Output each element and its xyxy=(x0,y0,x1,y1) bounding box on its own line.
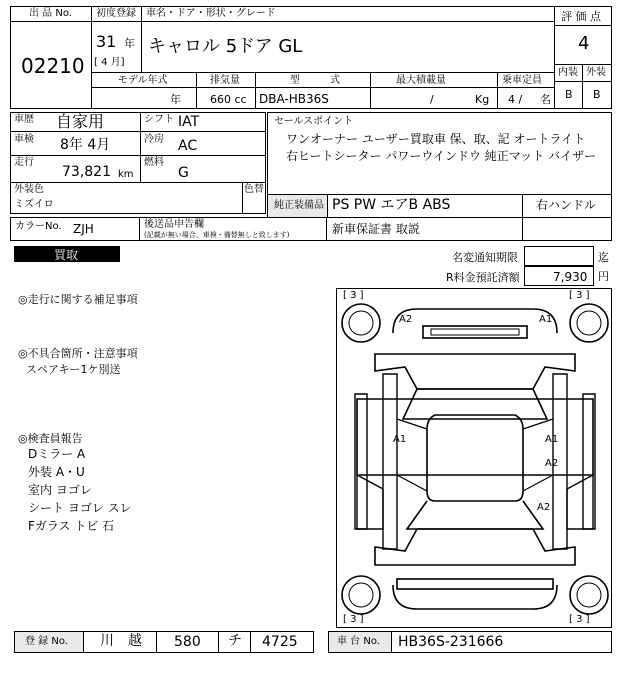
max-load-unit: Kg xyxy=(475,93,490,106)
lot-label: 出 品 No. xyxy=(29,8,72,19)
equipment-label: 純正装備品 xyxy=(274,200,324,211)
roof xyxy=(427,415,523,501)
tire-tag: [ 3 ] xyxy=(569,614,590,625)
tire-rear-left xyxy=(342,576,380,614)
first-reg-label-cell xyxy=(91,6,142,22)
tire-front-left xyxy=(342,304,380,342)
name-label: 車名・ドア・形状・グレード xyxy=(146,8,276,19)
color-no-value: ZJH xyxy=(73,222,94,236)
car-name-cell xyxy=(141,21,555,73)
color-label: 外装色 xyxy=(14,184,44,195)
reg-divider xyxy=(250,631,251,653)
model-year-label: モデル年式 xyxy=(118,75,168,86)
color-no-label: カラーNo. xyxy=(15,221,62,232)
recolor-label: 色替 xyxy=(244,184,264,195)
damage-mark: A2 xyxy=(545,458,559,469)
exterior-label: 外装 xyxy=(586,67,606,78)
tire-tag: [ 3 ] xyxy=(343,614,364,625)
lot-number: 02210 xyxy=(21,54,85,78)
front-view xyxy=(375,354,575,389)
reg-number: 4725 xyxy=(262,634,298,650)
damage-mark: A2 xyxy=(399,314,413,325)
displacement-label: 排気量 xyxy=(210,75,240,86)
tire-front-right xyxy=(570,304,608,342)
fuel-value: G xyxy=(178,165,189,181)
interior-label: 内装 xyxy=(558,67,578,78)
specs-row-line xyxy=(10,155,266,156)
equipment-value: PS PW エアB ABS xyxy=(332,197,451,213)
mileage-value: 73,821 xyxy=(62,164,111,180)
tire-tag: [ 3 ] xyxy=(569,290,590,301)
driving-heading: ◎走行に関する補足事項 xyxy=(18,293,138,306)
interior-grade-cell xyxy=(554,81,583,109)
capacity-value: 4 / xyxy=(508,93,523,106)
inspector-heading: ◎検査員報告 xyxy=(18,432,83,445)
reg-office: 川 越 xyxy=(100,633,142,649)
exterior-label-cell xyxy=(582,64,612,82)
purchase-badge xyxy=(14,246,120,262)
recycle-value: 7,930 xyxy=(553,270,588,284)
inspector-line: シート ヨゴレ スレ xyxy=(28,501,132,515)
interior-label-cell xyxy=(554,64,583,82)
reg-class: 580 xyxy=(174,634,201,650)
equipment-label-cell xyxy=(267,194,328,218)
defects-heading: ◎不具合箇所・注意事項 xyxy=(18,347,138,360)
rear-window xyxy=(407,501,543,529)
grade-cell xyxy=(554,25,612,65)
history-label: 車歴 xyxy=(14,114,34,125)
car-name: キャロル 5ドア GL xyxy=(148,36,303,57)
first-reg-year: 31 xyxy=(96,32,117,51)
capacity-unit: 名 xyxy=(540,93,551,106)
damage-mark: A1 xyxy=(545,434,559,445)
reg-label-cell xyxy=(14,631,84,653)
color-value: ミズイロ xyxy=(14,199,54,210)
ac-label: 冷房 xyxy=(144,134,164,145)
shift-label: シフト xyxy=(144,114,174,125)
declaration-note: (記載が無い場合、車検・備替無しと致します) xyxy=(144,231,290,239)
displacement-value: 660 cc xyxy=(210,93,247,106)
capacity-label: 乗車定員 xyxy=(502,75,542,86)
recycle-unit: 円 xyxy=(598,270,609,283)
shift-value: IAT xyxy=(178,114,200,130)
inspector-line: Dミラー A xyxy=(28,447,86,461)
model-row-divider xyxy=(91,87,555,88)
tire-rear-right xyxy=(570,576,608,614)
first-reg-month: [ 4 月] xyxy=(94,57,125,68)
name-change-box xyxy=(524,246,594,266)
steering-value: 右ハンドル xyxy=(536,198,597,212)
recycle-box xyxy=(524,266,594,286)
exterior-grade-cell xyxy=(582,81,612,109)
grade-label: 評 価 点 xyxy=(561,10,601,23)
damage-mark: A2 xyxy=(537,502,551,513)
declaration-label: 後送品申告欄 xyxy=(144,219,204,230)
specs-col-line xyxy=(140,112,141,182)
interior-grade: B xyxy=(565,88,573,101)
fuel-label: 燃料 xyxy=(144,157,164,168)
first-reg-label: 初度登録 xyxy=(96,8,136,19)
rear-panel xyxy=(397,579,553,589)
year-unit: 年 xyxy=(124,37,135,50)
sales-points-line1: ワンオーナー ユーザー買取車 保、取、記 オートライト xyxy=(286,132,586,146)
inspector-line: 室内 ヨゴレ xyxy=(28,483,92,497)
car-diagram xyxy=(337,289,613,629)
inspection-value: 8年 4月 xyxy=(60,137,111,153)
defects-line1: スペアキー1ケ別送 xyxy=(26,363,121,376)
type-value: DBA-HB36S xyxy=(259,92,329,106)
grade-value: 4 xyxy=(578,33,590,54)
rear-view xyxy=(375,529,575,565)
warranty-value: 新車保証書 取説 xyxy=(332,222,420,236)
lot-label-cell xyxy=(10,6,92,22)
inspector-line: Fガラス トビ 石 xyxy=(28,519,115,533)
specs-row-line xyxy=(10,182,266,183)
specs-row-line xyxy=(10,131,266,132)
damage-mark: A1 xyxy=(393,434,407,445)
recycle-label: R料金預託済額 xyxy=(446,271,520,284)
reg-divider xyxy=(156,631,157,653)
sales-points-label: セールスポイント xyxy=(274,116,354,127)
exterior-grade: B xyxy=(593,88,601,101)
purchase-badge-text: 買取 xyxy=(54,248,79,262)
grade-label-cell xyxy=(554,6,612,26)
color-no-cell xyxy=(10,217,140,241)
inspector-line: 外装 A・U xyxy=(28,465,85,479)
first-reg-cell xyxy=(91,21,142,73)
reg-label: 登 録 No. xyxy=(25,636,68,647)
history-value: 自家用 xyxy=(56,112,105,131)
name-change-label: 名変通知期限 xyxy=(452,251,518,264)
inspection-label: 車検 xyxy=(14,134,34,145)
reg-divider xyxy=(218,631,219,653)
recolor-divider xyxy=(242,182,243,214)
tire-tag: [ 3 ] xyxy=(343,290,364,301)
declaration-cell xyxy=(139,217,327,241)
damage-diagram xyxy=(336,288,612,628)
chassis-label-cell xyxy=(328,631,392,653)
front-grille xyxy=(423,326,527,338)
mileage-unit: km xyxy=(118,169,134,180)
lot-number-cell xyxy=(10,21,92,109)
damage-mark: A1 xyxy=(539,314,553,325)
sales-points-box xyxy=(267,112,612,195)
reg-kana: チ xyxy=(228,633,242,649)
chassis-label: 車 台 No. xyxy=(337,636,380,647)
max-load-label: 最大積載量 xyxy=(396,75,446,86)
name-label-cell xyxy=(141,6,555,22)
max-load-slash: / xyxy=(430,93,434,106)
mileage-label: 走行 xyxy=(14,157,34,168)
model-year-unit: 年 xyxy=(170,93,181,106)
type-label: 型 式 xyxy=(290,75,340,86)
ac-value: AC xyxy=(178,138,198,154)
chassis-value: HB36S-231666 xyxy=(398,634,504,650)
sales-points-line2: 右ヒートシーター パワーウインドウ 純正マット バイザー xyxy=(286,149,597,163)
name-change-unit: 迄 xyxy=(598,251,609,264)
